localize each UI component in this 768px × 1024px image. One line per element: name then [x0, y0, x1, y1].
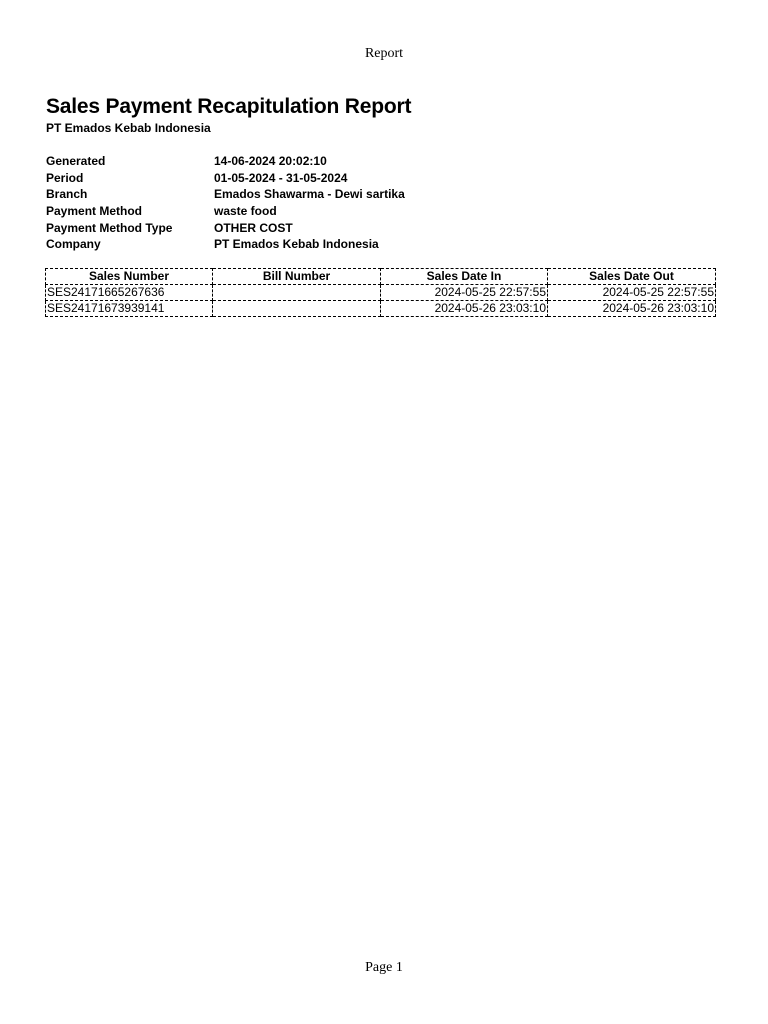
- cell-sales-number: SES24171673939141: [46, 301, 213, 317]
- meta-value: Emados Shawarma - Dewi sartika: [214, 187, 405, 202]
- cell-sales-date-in: 2024-05-26 23:03:10: [381, 301, 548, 317]
- cell-bill-number: [213, 301, 381, 317]
- cell-sales-date-out: 2024-05-25 22:57:55: [548, 285, 716, 301]
- meta-row-company: [46, 236, 514, 253]
- meta-value: OTHER COST: [214, 220, 293, 235]
- cell-bill-number: [213, 285, 381, 301]
- meta-label: Period: [46, 170, 84, 185]
- meta-label: Branch: [46, 187, 88, 202]
- page-footer: Page 1: [365, 960, 403, 975]
- report-title: Sales Payment Recapitulation Report: [46, 95, 412, 118]
- column-header-bill-number: Bill Number: [213, 269, 381, 285]
- meta-value: waste food: [214, 204, 277, 219]
- meta-row-generated: [46, 153, 514, 170]
- table-row: [46, 285, 716, 301]
- meta-label: Company: [46, 237, 101, 252]
- cell-sales-date-out: 2024-05-26 23:03:10: [548, 301, 716, 317]
- table-header-row: [46, 269, 716, 285]
- meta-label: Payment Method Type: [46, 220, 173, 235]
- meta-value: PT Emados Kebab Indonesia: [214, 237, 379, 252]
- report-metadata: [46, 153, 514, 253]
- cell-sales-date-in: 2024-05-25 22:57:55: [381, 285, 548, 301]
- meta-label: Payment Method: [46, 204, 143, 219]
- column-header-sales-date-out: Sales Date Out: [548, 269, 716, 285]
- meta-row-payment-method-type: [46, 220, 514, 237]
- cell-sales-number: SES24171665267636: [46, 285, 213, 301]
- meta-value: 01-05-2024 - 31-05-2024: [214, 170, 348, 185]
- meta-value: 14-06-2024 20:02:10: [214, 154, 327, 168]
- meta-row-period: [46, 170, 514, 187]
- sales-table: [45, 268, 716, 317]
- page-header: Report: [364, 46, 404, 61]
- meta-label: Generated: [46, 154, 106, 168]
- meta-row-payment-method: [46, 203, 514, 220]
- table-row: [46, 301, 716, 317]
- company-subtitle: PT Emados Kebab Indonesia: [46, 121, 211, 135]
- column-header-sales-number: Sales Number: [46, 269, 213, 285]
- meta-row-branch: [46, 186, 514, 203]
- column-header-sales-date-in: Sales Date In: [381, 269, 548, 285]
